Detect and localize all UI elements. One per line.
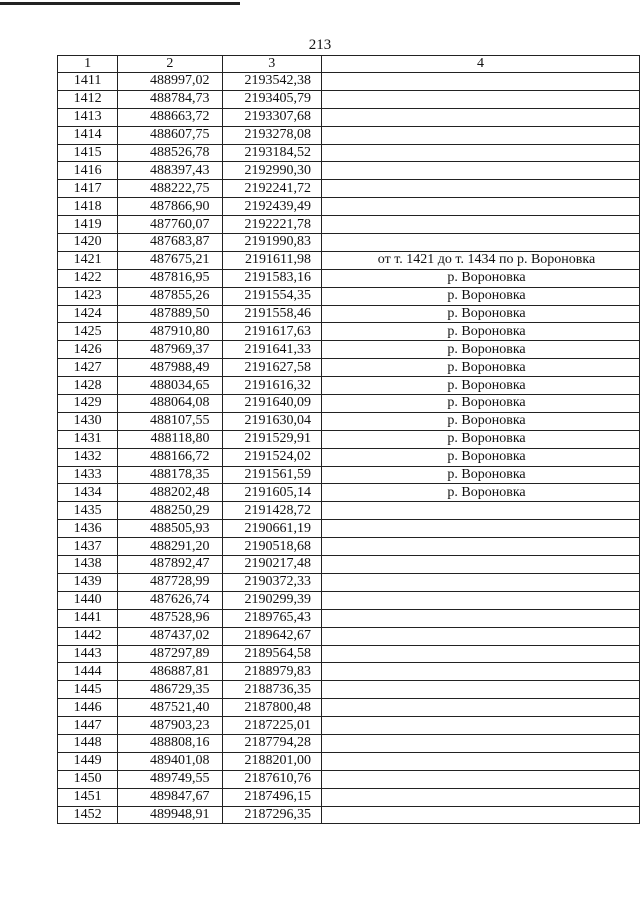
x-coordinate-cell: 488107,55 <box>118 412 222 430</box>
table-row <box>58 395 640 413</box>
table-row <box>58 287 640 305</box>
x-coordinate-cell: 488064,08 <box>118 395 222 413</box>
x-coordinate-cell: 487855,26 <box>118 287 222 305</box>
table-row <box>58 538 640 556</box>
description-cell <box>322 502 640 520</box>
table-row <box>58 251 640 269</box>
description-cell: р. Вороновка <box>322 395 640 413</box>
table-row <box>58 180 640 198</box>
point-number-cell: 1430 <box>58 412 118 430</box>
y-coordinate-cell: 2192990,30 <box>222 162 321 180</box>
point-number-cell: 1437 <box>58 538 118 556</box>
description-cell <box>322 234 640 252</box>
table-row <box>58 609 640 627</box>
point-number-cell: 1431 <box>58 430 118 448</box>
description-cell <box>322 681 640 699</box>
description-cell <box>322 520 640 538</box>
description-cell: р. Вороновка <box>322 412 640 430</box>
table-row <box>58 663 640 681</box>
description-cell <box>322 126 640 144</box>
x-coordinate-cell: 487969,37 <box>118 341 222 359</box>
x-coordinate-cell: 487760,07 <box>118 216 222 234</box>
table-row <box>58 806 640 824</box>
point-number-cell: 1416 <box>58 162 118 180</box>
y-coordinate-cell: 2192439,49 <box>222 198 321 216</box>
y-coordinate-cell: 2191605,14 <box>222 484 321 502</box>
y-coordinate-cell: 2190217,48 <box>222 556 321 574</box>
x-coordinate-cell: 488118,80 <box>118 430 222 448</box>
y-coordinate-cell: 2191529,91 <box>222 430 321 448</box>
table-row <box>58 699 640 717</box>
table-row <box>58 770 640 788</box>
point-number-cell: 1427 <box>58 359 118 377</box>
description-cell <box>322 663 640 681</box>
point-number-cell: 1417 <box>58 180 118 198</box>
description-cell: р. Вороновка <box>322 448 640 466</box>
y-coordinate-cell: 2190518,68 <box>222 538 321 556</box>
table-row <box>58 377 640 395</box>
table-row <box>58 466 640 484</box>
y-coordinate-cell: 2188201,00 <box>222 752 321 770</box>
point-number-cell: 1441 <box>58 609 118 627</box>
point-number-cell: 1421 <box>58 251 118 269</box>
table-row <box>58 144 640 162</box>
description-cell <box>322 770 640 788</box>
point-number-cell: 1443 <box>58 645 118 663</box>
table-header-row <box>58 56 640 73</box>
x-coordinate-cell: 488291,20 <box>118 538 222 556</box>
y-coordinate-cell: 2191611,98 <box>222 251 321 269</box>
y-coordinate-cell: 2189765,43 <box>222 609 321 627</box>
description-cell <box>322 752 640 770</box>
description-cell <box>322 216 640 234</box>
y-coordinate-cell: 2187225,01 <box>222 717 321 735</box>
description-cell: р. Вороновка <box>322 484 640 502</box>
description-cell: р. Вороновка <box>322 323 640 341</box>
y-coordinate-cell: 2187794,28 <box>222 734 321 752</box>
table-row <box>58 752 640 770</box>
description-cell: р. Вороновка <box>322 359 640 377</box>
description-cell <box>322 627 640 645</box>
y-coordinate-cell: 2188736,35 <box>222 681 321 699</box>
point-number-cell: 1419 <box>58 216 118 234</box>
point-number-cell: 1414 <box>58 126 118 144</box>
description-cell <box>322 573 640 591</box>
point-number-cell: 1451 <box>58 788 118 806</box>
table-row <box>58 502 640 520</box>
point-number-cell: 1440 <box>58 591 118 609</box>
table-row <box>58 717 640 735</box>
y-coordinate-cell: 2187800,48 <box>222 699 321 717</box>
description-cell: р. Вороновка <box>322 287 640 305</box>
y-coordinate-cell: 2188979,83 <box>222 663 321 681</box>
x-coordinate-cell: 488397,43 <box>118 162 222 180</box>
table-row <box>58 359 640 377</box>
y-coordinate-cell: 2190372,33 <box>222 573 321 591</box>
description-cell <box>322 538 640 556</box>
table-row <box>58 484 640 502</box>
table-row <box>58 448 640 466</box>
description-cell <box>322 144 640 162</box>
point-number-cell: 1444 <box>58 663 118 681</box>
description-cell <box>322 699 640 717</box>
x-coordinate-cell: 488202,48 <box>118 484 222 502</box>
point-number-cell: 1452 <box>58 806 118 824</box>
point-number-cell: 1447 <box>58 717 118 735</box>
y-coordinate-cell: 2193307,68 <box>222 108 321 126</box>
x-coordinate-cell: 489948,91 <box>118 806 222 824</box>
description-cell <box>322 717 640 735</box>
x-coordinate-cell: 487866,90 <box>118 198 222 216</box>
table-row <box>58 645 640 663</box>
point-number-cell: 1436 <box>58 520 118 538</box>
point-number-cell: 1423 <box>58 287 118 305</box>
coordinates-table <box>57 55 640 824</box>
table-row <box>58 341 640 359</box>
x-coordinate-cell: 487297,89 <box>118 645 222 663</box>
point-number-cell: 1445 <box>58 681 118 699</box>
y-coordinate-cell: 2189642,67 <box>222 627 321 645</box>
table-row <box>58 412 640 430</box>
point-number-cell: 1418 <box>58 198 118 216</box>
column-header-3: 3 <box>222 56 321 73</box>
description-cell: р. Вороновка <box>322 377 640 395</box>
point-number-cell: 1428 <box>58 377 118 395</box>
description-cell <box>322 556 640 574</box>
x-coordinate-cell: 487521,40 <box>118 699 222 717</box>
column-header-2: 2 <box>118 56 222 73</box>
table-row <box>58 627 640 645</box>
description-cell <box>322 645 640 663</box>
y-coordinate-cell: 2193542,38 <box>222 73 321 91</box>
y-coordinate-cell: 2191616,32 <box>222 377 321 395</box>
table-row <box>58 90 640 108</box>
x-coordinate-cell: 488808,16 <box>118 734 222 752</box>
description-cell <box>322 198 640 216</box>
table-row <box>58 234 640 252</box>
description-cell <box>322 108 640 126</box>
y-coordinate-cell: 2193184,52 <box>222 144 321 162</box>
y-coordinate-cell: 2193278,08 <box>222 126 321 144</box>
x-coordinate-cell: 487903,23 <box>118 717 222 735</box>
table-row <box>58 734 640 752</box>
y-coordinate-cell: 2191558,46 <box>222 305 321 323</box>
table-row <box>58 591 640 609</box>
description-cell <box>322 806 640 824</box>
description-cell: р. Вороновка <box>322 466 640 484</box>
point-number-cell: 1433 <box>58 466 118 484</box>
description-cell <box>322 180 640 198</box>
point-number-cell: 1435 <box>58 502 118 520</box>
x-coordinate-cell: 487728,99 <box>118 573 222 591</box>
x-coordinate-cell: 486729,35 <box>118 681 222 699</box>
y-coordinate-cell: 2191428,72 <box>222 502 321 520</box>
point-number-cell: 1442 <box>58 627 118 645</box>
x-coordinate-cell: 487988,49 <box>118 359 222 377</box>
y-coordinate-cell: 2189564,58 <box>222 645 321 663</box>
table-row <box>58 73 640 91</box>
y-coordinate-cell: 2191641,33 <box>222 341 321 359</box>
description-cell <box>322 609 640 627</box>
x-coordinate-cell: 486887,81 <box>118 663 222 681</box>
scan-edge-line <box>0 2 240 5</box>
x-coordinate-cell: 487437,02 <box>118 627 222 645</box>
point-number-cell: 1449 <box>58 752 118 770</box>
x-coordinate-cell: 487683,87 <box>118 234 222 252</box>
description-cell: р. Вороновка <box>322 269 640 287</box>
y-coordinate-cell: 2190299,39 <box>222 591 321 609</box>
description-cell <box>322 162 640 180</box>
table-row <box>58 520 640 538</box>
page-number: 213 <box>308 37 332 53</box>
x-coordinate-cell: 489749,55 <box>118 770 222 788</box>
y-coordinate-cell: 2191630,04 <box>222 412 321 430</box>
x-coordinate-cell: 488222,75 <box>118 180 222 198</box>
x-coordinate-cell: 487889,50 <box>118 305 222 323</box>
y-coordinate-cell: 2187610,76 <box>222 770 321 788</box>
x-coordinate-cell: 488034,65 <box>118 377 222 395</box>
x-coordinate-cell: 489847,67 <box>118 788 222 806</box>
x-coordinate-cell: 488663,72 <box>118 108 222 126</box>
point-number-cell: 1448 <box>58 734 118 752</box>
point-number-cell: 1424 <box>58 305 118 323</box>
y-coordinate-cell: 2192241,72 <box>222 180 321 198</box>
y-coordinate-cell: 2192221,78 <box>222 216 321 234</box>
point-number-cell: 1415 <box>58 144 118 162</box>
point-number-cell: 1438 <box>58 556 118 574</box>
y-coordinate-cell: 2193405,79 <box>222 90 321 108</box>
point-number-cell: 1413 <box>58 108 118 126</box>
point-number-cell: 1446 <box>58 699 118 717</box>
point-number-cell: 1432 <box>58 448 118 466</box>
table-row <box>58 162 640 180</box>
x-coordinate-cell: 489401,08 <box>118 752 222 770</box>
description-cell <box>322 73 640 91</box>
x-coordinate-cell: 488166,72 <box>118 448 222 466</box>
x-coordinate-cell: 488607,75 <box>118 126 222 144</box>
table-row <box>58 556 640 574</box>
x-coordinate-cell: 488784,73 <box>118 90 222 108</box>
y-coordinate-cell: 2191627,58 <box>222 359 321 377</box>
x-coordinate-cell: 487910,80 <box>118 323 222 341</box>
x-coordinate-cell: 488178,35 <box>118 466 222 484</box>
table-row <box>58 788 640 806</box>
x-coordinate-cell: 488997,02 <box>118 73 222 91</box>
description-cell <box>322 788 640 806</box>
y-coordinate-cell: 2191561,59 <box>222 466 321 484</box>
y-coordinate-cell: 2187296,35 <box>222 806 321 824</box>
description-cell: от т. 1421 до т. 1434 по р. Вороновка <box>322 251 640 269</box>
table-row <box>58 198 640 216</box>
description-cell: р. Вороновка <box>322 341 640 359</box>
table-row <box>58 126 640 144</box>
table-row <box>58 108 640 126</box>
y-coordinate-cell: 2191583,16 <box>222 269 321 287</box>
description-cell <box>322 734 640 752</box>
point-number-cell: 1411 <box>58 73 118 91</box>
x-coordinate-cell: 487675,21 <box>118 251 222 269</box>
column-header-4: 4 <box>322 56 640 73</box>
point-number-cell: 1422 <box>58 269 118 287</box>
table-row <box>58 573 640 591</box>
point-number-cell: 1434 <box>58 484 118 502</box>
x-coordinate-cell: 487892,47 <box>118 556 222 574</box>
x-coordinate-cell: 487528,96 <box>118 609 222 627</box>
table-row <box>58 269 640 287</box>
description-cell <box>322 90 640 108</box>
description-cell: р. Вороновка <box>322 430 640 448</box>
column-header-1: 1 <box>58 56 118 73</box>
point-number-cell: 1420 <box>58 234 118 252</box>
table-row <box>58 681 640 699</box>
point-number-cell: 1439 <box>58 573 118 591</box>
table-row <box>58 216 640 234</box>
point-number-cell: 1412 <box>58 90 118 108</box>
y-coordinate-cell: 2191640,09 <box>222 395 321 413</box>
table-row <box>58 430 640 448</box>
y-coordinate-cell: 2191554,35 <box>222 287 321 305</box>
y-coordinate-cell: 2191524,02 <box>222 448 321 466</box>
point-number-cell: 1450 <box>58 770 118 788</box>
x-coordinate-cell: 487816,95 <box>118 269 222 287</box>
table-body <box>58 73 640 824</box>
point-number-cell: 1429 <box>58 395 118 413</box>
x-coordinate-cell: 488250,29 <box>118 502 222 520</box>
table-row <box>58 305 640 323</box>
table-row <box>58 323 640 341</box>
x-coordinate-cell: 487626,74 <box>118 591 222 609</box>
x-coordinate-cell: 488526,78 <box>118 144 222 162</box>
description-cell: р. Вороновка <box>322 305 640 323</box>
y-coordinate-cell: 2187496,15 <box>222 788 321 806</box>
y-coordinate-cell: 2191617,63 <box>222 323 321 341</box>
y-coordinate-cell: 2191990,83 <box>222 234 321 252</box>
y-coordinate-cell: 2190661,19 <box>222 520 321 538</box>
x-coordinate-cell: 488505,93 <box>118 520 222 538</box>
point-number-cell: 1426 <box>58 341 118 359</box>
description-cell <box>322 591 640 609</box>
point-number-cell: 1425 <box>58 323 118 341</box>
